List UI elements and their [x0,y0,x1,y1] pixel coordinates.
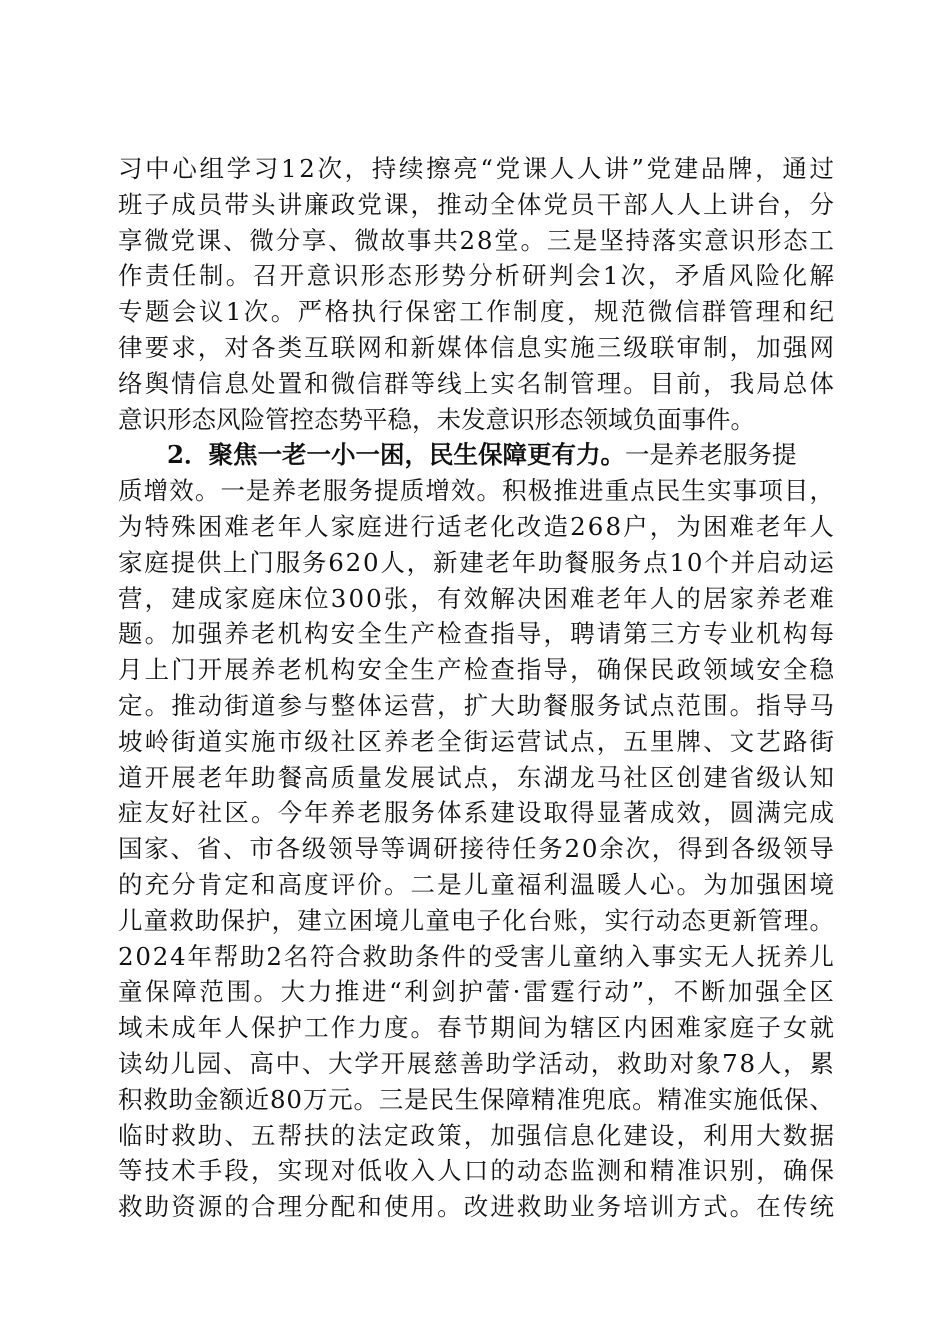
section-heading-line [118,437,834,473]
paragraph-line: 道 开 展 老 年 助 餐 高 质 量 发 展 试 点 ， 东 湖 龙 马 社 区 创 建 省 级 认 知 [118,762,834,792]
paragraph-line: 律 要 求 ， 对 各 类 互 联 网 和 新 媒 体 信 息 实 施 三 级 联 审 制 ， 加 强 网 [118,332,834,362]
paragraph-line: 意识形态风险管控态势平稳，未发意识形态领域负面事件。 [118,404,755,434]
paragraph-line: 定 。 推 动 街 道 参 与 整 体 运 营 ， 扩 大 助 餐 服 务 试 点 范 围 。 指 导 马 [118,690,834,720]
paragraph-line: 救 助 资 源 的 合 理 分 配 和 使 用 。 改 进 救 助 业 务 培 训 方 式 。 在 传 统 [118,1192,834,1222]
paragraph-line: 2 0 2 4 年 帮 助 2 名 符 合 救 助 条 件 的 受 害 儿 童 纳 入 事 实 无 人 抚 养 儿 [118,941,834,971]
paragraph-line: 儿 童 救 助 保 护 ， 建 立 困 境 儿 童 电 子 化 台 账 ， 实 行 动 态 更 新 管 理 。 [118,905,834,935]
paragraph-line: 班 子 成 员 带 头 讲 廉 政 党 课 ， 推 动 全 体 党 员 干 部 人 人 上 讲 台 ， 分 [118,189,834,219]
paragraph-line: 国 家 、 省 、 市 各 级 领 导 等 调 研 接 待 任 务 2 0 余 次 ， 得 到 各 级 领 导 [118,834,834,864]
paragraph-line: 营 ， 建 成 家 庭 床 位 3 0 0 张 ， 有 效 解 决 困 难 老 年 人 的 居 家 养 老 难 [118,583,834,613]
body-text [118,151,834,1225]
paragraph-line: 为 特 殊 困 难 老 年 人 家 庭 进 行 适 老 化 改 造 2 6 8 户 ， 为 困 难 老 年 人 [118,511,834,541]
section-intro-text: 一是养老服务提 [625,440,797,470]
paragraph-line: 质 增 效 。 一 是 养 老 服 务 提 质 增 效 。 积 极 推 进 重 点 民 生 实 事 项 目 ， [118,476,834,506]
paragraph-line: 症 友 好 社 区 。 今 年 养 老 服 务 体 系 建 设 取 得 显 著 成 效 ， 圆 满 完 成 [118,798,834,828]
paragraph-line: 家 庭 提 供 上 门 服 务 6 2 0 人 ， 新 建 老 年 助 餐 服 务 点 1 0 个 并 启 动 运 [118,547,834,577]
paragraph-line: 读 幼 儿 园 、 高 中 、 大 学 开 展 慈 善 助 学 活 动 ， 救 助 对 象 7 8 人 ， 累 [118,1048,834,1078]
paragraph-line: 专 题 会 议 1 次 。 严 格 执 行 保 密 工 作 制 度 ， 规 范 微 信 群 管 理 和 纪 [118,297,834,327]
paragraph-line: 的 充 分 肯 定 和 高 度 评 价 。 二 是 儿 童 福 利 温 暖 人 心 。 为 加 强 困 境 [118,869,834,899]
paragraph-line: 坡 岭 街 道 实 施 市 级 社 区 养 老 全 街 运 营 试 点 ， 五 里 牌 、 文 艺 路 街 [118,726,834,756]
paragraph-line: 络 舆 情 信 息 处 置 和 微 信 群 等 线 上 实 名 制 管 理 。 目 前 ， 我 局 总 体 [118,368,834,398]
paragraph-line: 享 微 党 课 、 微 分 享 、 微 故 事 共 2 8 堂 。 三 是 坚 持 落 实 意 识 形 态 工 [118,225,834,255]
paragraph-line: 作 责 任 制 。 召 开 意 识 形 态 形 势 分 析 研 判 会 1 次 ， 矛 盾 风 险 化 解 [118,261,834,291]
paragraph-line: 习 中 心 组 学 习 1 2 次 ， 持 续 擦 亮 “ 党 课 人 人 讲 ” 党 建 品 牌 ， 通 过 [118,154,834,183]
paragraph-line: 题 。 加 强 养 老 机 构 安 全 生 产 检 查 指 导 ， 聘 请 第 三 方 专 业 机 构 每 [118,619,834,649]
paragraph-line: 童 保 障 范 围 。 大 力 推 进 “ 利 剑 护 蕾 · 雷 霆 行 动 ” ， 不 断 加 强 全 区 [118,977,834,1007]
paragraph-line: 临 时 救 助 、 五 帮 扶 的 法 定 政 策 ， 加 强 信 息 化 建 设 ， 利 用 大 数 据 [118,1120,834,1150]
section-heading: 2．聚焦一老一小一困，民生保障更有力。 [167,440,626,470]
paragraph-line: 域 未 成 年 人 保 护 工 作 力 度 。 春 节 期 间 为 辖 区 内 困 难 家 庭 子 女 就 [118,1013,834,1043]
paragraph-line: 积 救 助 金 额 近 8 0 万 元 。 三 是 民 生 保 障 精 准 兜 底 。 精 准 实 施 低 保 、 [118,1084,834,1114]
paragraph-line: 月 上 门 开 展 养 老 机 构 安 全 生 产 检 查 指 导 ， 确 保 民 政 领 域 安 全 稳 [118,655,834,685]
paragraph-line: 等 技 术 手 段 ， 实 现 对 低 收 入 人 口 的 动 态 监 测 和 精 准 识 别 ， 确 保 [118,1156,834,1186]
